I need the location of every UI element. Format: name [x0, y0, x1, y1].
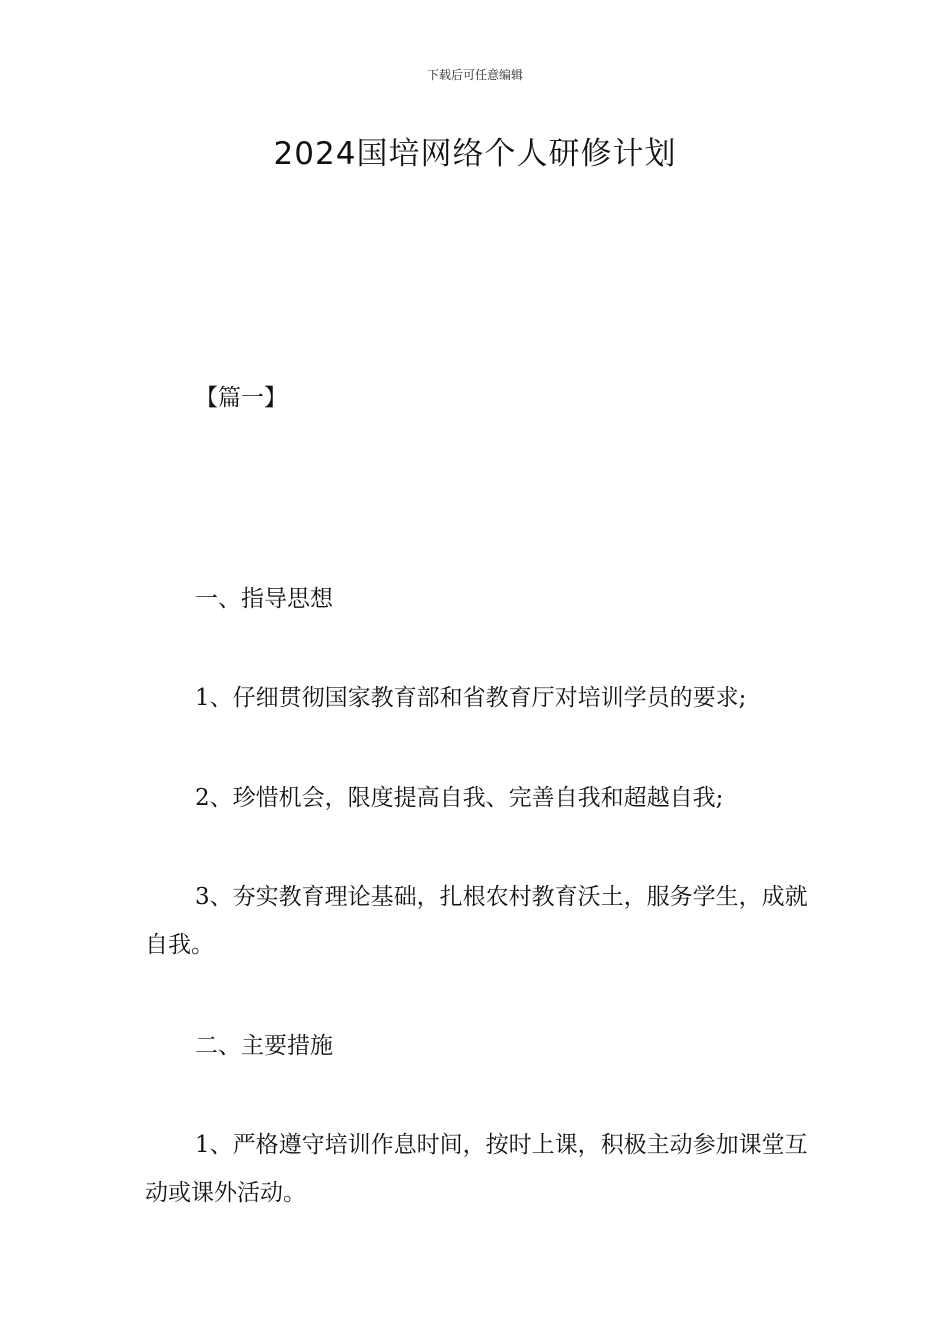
section-heading: 【篇一】	[195, 385, 287, 411]
document-title: 2024国培网络个人研修计划	[273, 136, 677, 172]
paragraph-item-2: 2、珍惜机会，限度提高自我、完善自我和超越自我;	[195, 785, 724, 811]
paragraph-item-3: 3、夯实教育理论基础，扎根农村教育沃土，服务学生，成就自我。	[145, 884, 808, 958]
section-title-main-measures: 二、主要措施	[195, 1033, 333, 1059]
paragraph-measure-1: 1、严格遵守培训作息时间，按时上课，积极主动参加课堂互动或课外活动。	[145, 1132, 808, 1206]
header-note: 下载后可任意编辑	[426, 68, 523, 82]
paragraph-item-1: 1、仔细贯彻国家教育部和省教育厅对培训学员的要求;	[195, 685, 747, 711]
section-title-guiding-ideas: 一、指导思想	[195, 586, 333, 612]
